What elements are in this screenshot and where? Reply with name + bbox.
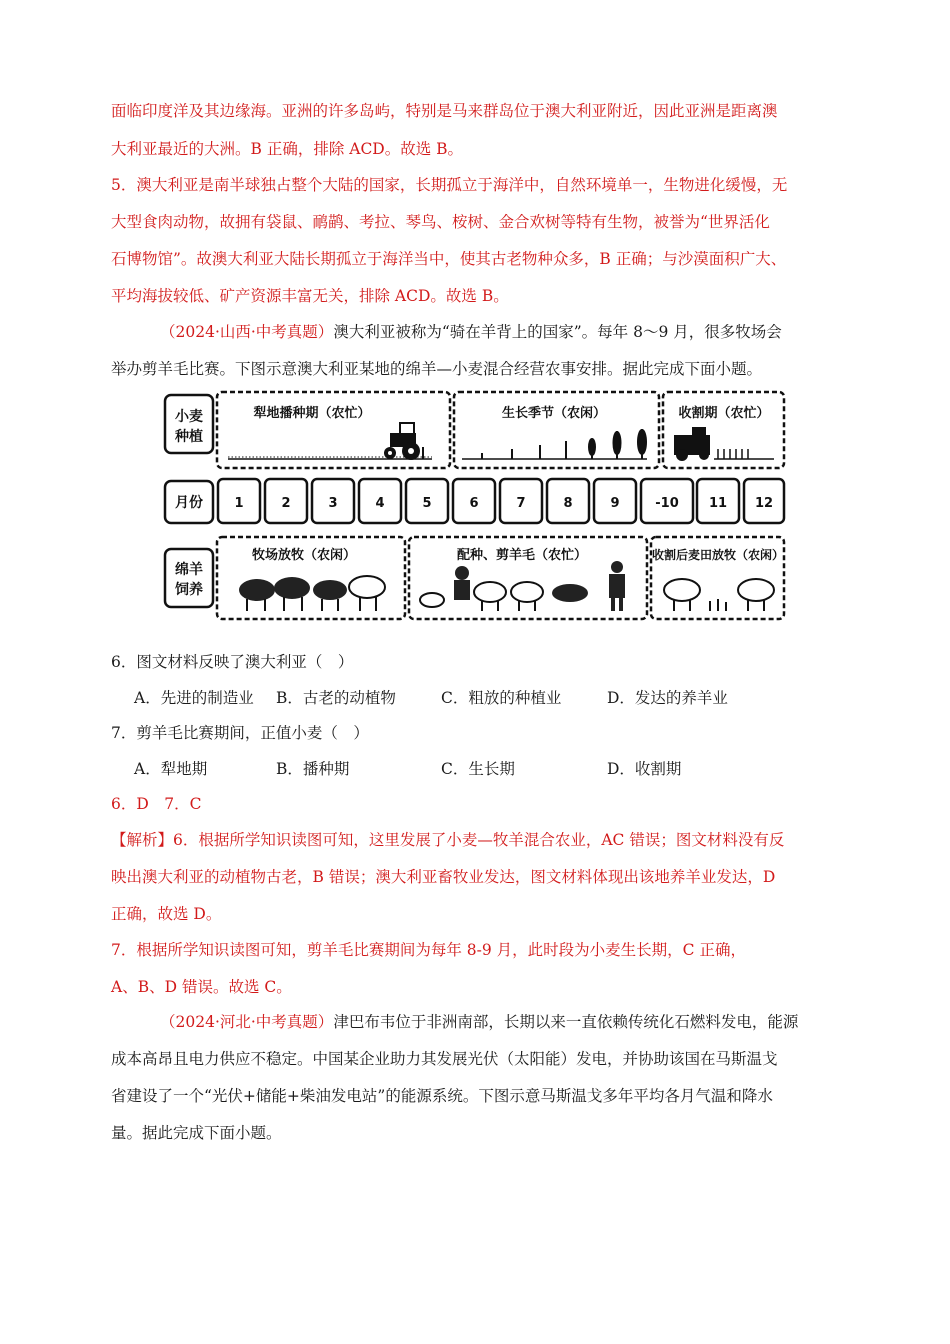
tractor-icon bbox=[384, 423, 424, 460]
wheat-period-label: 收割期（农忙） bbox=[678, 406, 770, 421]
month-cell: -10 bbox=[655, 496, 679, 511]
q6-option-d[interactable]: D．发达的养羊业 bbox=[607, 689, 728, 707]
month-cell: 11 bbox=[708, 496, 728, 511]
q7-option-c[interactable]: C．生长期 bbox=[441, 760, 515, 778]
month-cell: 6 bbox=[469, 496, 479, 511]
intro-text: 津巴布韦位于非洲南部，长期以来一直依赖传统化石燃料发电，能源 bbox=[333, 1013, 799, 1031]
intro-text: 量。据此完成下面小题。 bbox=[111, 1124, 282, 1142]
explanation-text: 面临印度洋及其边缘海。亚洲的许多岛屿，特别是马来群岛位于澳大利亚附近，因此亚洲是距离澳 bbox=[111, 102, 778, 120]
analysis-text: 正确，故选 D。 bbox=[111, 905, 222, 923]
farming-calendar-diagram bbox=[162, 387, 787, 627]
sheep-label: 饲养 bbox=[175, 582, 203, 598]
intro-text: 成本高昂且电力供应不稳定。中国某企业助力其发展光伏（太阳能）发电，并协助该国在马斯温戈 bbox=[111, 1050, 778, 1068]
month-cell: 4 bbox=[375, 496, 385, 511]
q6-option-c[interactable]: C．粗放的种植业 bbox=[441, 689, 562, 707]
month-cell: 12 bbox=[754, 496, 774, 511]
month-cell: 5 bbox=[422, 496, 432, 511]
wheat-label: 种植 bbox=[175, 429, 203, 445]
q7-option-d[interactable]: D．收割期 bbox=[607, 760, 682, 778]
analysis-text: 7．根据所学知识读图可知，剪羊毛比赛期间为每年 8-9 月，此时段为小麦生长期，C 正确， bbox=[111, 941, 746, 959]
intro-text: 澳大利亚被称为“骑在羊背上的国家”。每年 8～9 月，很多牧场会 bbox=[333, 323, 782, 341]
sheep-period-label: 收割后麦田放牧（农闲） bbox=[651, 548, 785, 562]
question-intro bbox=[160, 322, 782, 342]
sheep-grazing-icon bbox=[239, 576, 385, 611]
analysis-text: 映出澳大利亚的动植物古老，B 错误；澳大利亚畜牧业发达，图文材料体现出该地养羊业发达，D bbox=[111, 868, 776, 886]
month-cell: 1 bbox=[234, 496, 244, 511]
month-cell: 9 bbox=[610, 496, 620, 511]
month-cell: 7 bbox=[516, 496, 526, 511]
month-cell: 3 bbox=[328, 496, 338, 511]
month-cell: 8 bbox=[563, 496, 573, 511]
wheat-label: 小麦 bbox=[175, 409, 203, 425]
month-cell: 2 bbox=[281, 496, 291, 511]
sheep-label: 绵羊 bbox=[175, 562, 203, 578]
sheep-period-label: 配种、剪羊毛（农忙） bbox=[456, 548, 588, 563]
explanation-5: 5．澳大利亚是南半球独占整个大陆的国家，长期孤立于海洋中，自然环境单一，生物进化缓慢，无 bbox=[111, 176, 788, 194]
q6-option-a[interactable]: A．先进的制造业 bbox=[134, 689, 254, 707]
explanation-5: 大型食肉动物，故拥有袋鼠、鸸鹋、考拉、琴鸟、桉树、金合欢树等特有生物，被誉为“世界活化 bbox=[111, 213, 770, 231]
plowed-ground-illustration bbox=[228, 457, 432, 459]
q6-option-b[interactable]: B．古老的动植物 bbox=[276, 689, 396, 707]
question-7-stem: 7．剪羊毛比赛期间，正值小麦（ ） bbox=[111, 724, 369, 742]
answer-line: 6．D 7．C bbox=[111, 795, 202, 813]
month-label: 月份 bbox=[175, 495, 203, 511]
explanation-text: 大利亚最近的大洲。B 正确，排除 ACD。故选 B。 bbox=[111, 140, 464, 158]
intro-text: 省建设了一个“光伏+储能+柴油发电站”的能源系统。下图示意马斯温戈多年平均各月气温和降水 bbox=[111, 1087, 773, 1105]
explanation-5: 石博物馆”。故澳大利亚大陆长期孤立于海洋当中，使其古老物种众多，B 正确；与沙漠面积广大、 bbox=[111, 250, 787, 268]
explanation-5: 平均海拔较低、矿产资源丰富无关，排除 ACD。故选 B。 bbox=[111, 287, 509, 305]
wheat-period-label: 犁地播种期（农忙） bbox=[253, 406, 371, 421]
question-6-stem: 6．图文材料反映了澳大利亚（ ） bbox=[111, 653, 354, 671]
shearing-scene-icon bbox=[420, 561, 625, 611]
intro-text: 举办剪羊毛比赛。下图示意澳大利亚某地的绵羊—小麦混合经营农事安排。据此完成下面小题。 bbox=[111, 360, 763, 378]
q7-option-b[interactable]: B．播种期 bbox=[276, 760, 350, 778]
source-tag: （2024·山西·中考真题） bbox=[160, 323, 334, 341]
harvester-icon bbox=[674, 427, 774, 461]
source-tag: （2024·河北·中考真题） bbox=[160, 1013, 334, 1031]
q7-option-a[interactable]: A．犁地期 bbox=[134, 760, 208, 778]
sheep-period-label: 牧场放牧（农闲） bbox=[251, 548, 357, 563]
wheat-growth-icon bbox=[462, 429, 647, 459]
question-intro bbox=[160, 1012, 798, 1032]
analysis-text: 【解析】6．根据所学知识读图可知，这里发展了小麦—牧羊混合农业，AC 错误；图文材料没有反 bbox=[111, 831, 785, 849]
analysis-text: A、B、D 错误。故选 C。 bbox=[111, 978, 292, 996]
stubble-grazing-icon bbox=[664, 579, 774, 611]
wheat-period-label: 生长季节（农闲） bbox=[501, 406, 607, 421]
